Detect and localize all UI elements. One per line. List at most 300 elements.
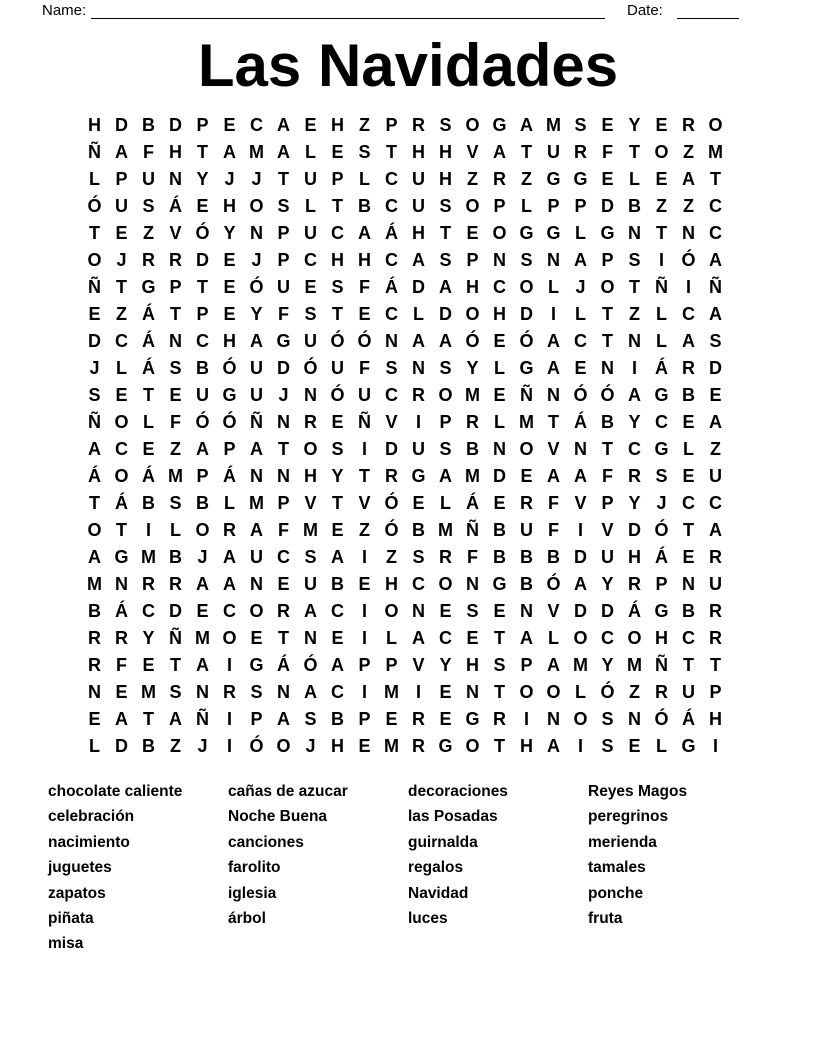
grid-cell: Ñ — [709, 277, 722, 297]
grid-cell: Á — [385, 223, 398, 243]
grid-cell: R — [115, 628, 128, 648]
grid-cell: Y — [142, 628, 155, 648]
grid-cell: B — [88, 601, 101, 621]
grid-cell: C — [304, 250, 317, 270]
grid-cell: C — [709, 223, 722, 243]
grid-cell: C — [385, 304, 398, 324]
grid-cell: Z — [467, 169, 478, 189]
grid-cell: G — [519, 358, 534, 378]
grid-cell: J — [116, 250, 127, 270]
word-list-item: tamales — [588, 859, 646, 877]
grid-cell: A — [547, 655, 560, 675]
grid-cell: T — [521, 142, 532, 162]
grid-cell: E — [466, 223, 479, 243]
grid-cell: O — [519, 682, 534, 702]
grid-cell: G — [492, 115, 507, 135]
grid-cell: A — [331, 655, 344, 675]
grid-cell: G — [276, 331, 291, 351]
grid-cell: C — [574, 331, 587, 351]
grid-cell: S — [439, 115, 452, 135]
grid-cell: E — [142, 655, 155, 675]
grid-cell: E — [628, 736, 641, 756]
grid-cell: U — [709, 466, 722, 486]
grid-cell: N — [277, 466, 290, 486]
grid-cell: I — [361, 628, 367, 648]
grid-cell: A — [520, 115, 533, 135]
grid-cell: E — [358, 574, 371, 594]
grid-cell: H — [412, 142, 425, 162]
grid-cell: P — [277, 223, 290, 243]
grid-cell: S — [439, 196, 452, 216]
grid-cell: L — [521, 196, 532, 216]
grid-cell: Z — [683, 196, 694, 216]
grid-cell: B — [682, 385, 695, 405]
grid-cell: R — [385, 466, 398, 486]
grid-cell: B — [493, 520, 506, 540]
grid-cell: C — [709, 196, 722, 216]
grid-cell: N — [574, 439, 587, 459]
grid-cell: L — [224, 493, 235, 513]
grid-cell: H — [709, 709, 722, 729]
grid-cell: B — [412, 520, 425, 540]
grid-cell: N — [196, 682, 209, 702]
grid-cell: N — [115, 574, 128, 594]
grid-cell: S — [250, 682, 263, 702]
grid-cell: U — [412, 439, 425, 459]
grid-cell: Á — [115, 601, 128, 621]
grid-cell: T — [332, 304, 343, 324]
grid-cell: E — [520, 466, 533, 486]
word-list-item: ponche — [588, 884, 644, 902]
grid-cell: M — [465, 466, 480, 486]
grid-cell: Ñ — [358, 412, 371, 432]
grid-cell: E — [169, 385, 182, 405]
grid-cell: Ó — [195, 223, 210, 243]
grid-cell: I — [415, 412, 421, 432]
grid-cell: T — [89, 223, 100, 243]
grid-cell: L — [548, 277, 559, 297]
grid-cell: U — [277, 277, 290, 297]
grid-cell: V — [547, 439, 560, 459]
grid-cell: M — [573, 655, 588, 675]
grid-cell: R — [412, 736, 425, 756]
grid-cell: I — [415, 682, 421, 702]
grid-cell: B — [628, 196, 641, 216]
grid-cell: F — [548, 493, 559, 513]
grid-cell: F — [602, 466, 613, 486]
grid-cell: N — [250, 574, 263, 594]
grid-cell: O — [708, 115, 723, 135]
grid-cell: G — [600, 223, 615, 243]
grid-cell: T — [494, 682, 505, 702]
grid-cell: S — [385, 358, 398, 378]
grid-cell: G — [222, 385, 237, 405]
grid-cell: D — [169, 601, 182, 621]
grid-cell: L — [629, 169, 640, 189]
grid-cell: R — [628, 466, 641, 486]
grid-cell: E — [223, 304, 236, 324]
grid-cell: V — [169, 223, 182, 243]
grid-cell: Y — [628, 493, 641, 513]
grid-cell: A — [250, 520, 263, 540]
grid-cell: M — [519, 412, 534, 432]
grid-cell: S — [88, 385, 101, 405]
grid-cell: R — [412, 115, 425, 135]
grid-cell: H — [655, 628, 668, 648]
grid-cell: P — [196, 466, 209, 486]
grid-cell: G — [465, 709, 480, 729]
grid-cell: E — [304, 115, 317, 135]
grid-cell: J — [251, 250, 262, 270]
grid-cell: Ñ — [520, 385, 533, 405]
grid-cell: T — [629, 277, 640, 297]
grid-cell: E — [304, 277, 317, 297]
grid-cell: V — [358, 493, 371, 513]
grid-cell: Ó — [330, 331, 345, 351]
word-list-item: Reyes Magos — [588, 783, 688, 800]
grid-cell: P — [196, 115, 209, 135]
grid-cell: Y — [439, 655, 452, 675]
grid-cell: B — [196, 358, 209, 378]
grid-cell: N — [520, 601, 533, 621]
word-list-item: farolito — [228, 859, 281, 877]
grid-cell: S — [709, 331, 722, 351]
grid-cell: H — [331, 250, 344, 270]
grid-cell: M — [168, 466, 183, 486]
grid-cell: E — [601, 115, 614, 135]
grid-cell: N — [304, 385, 317, 405]
grid-cell: O — [195, 520, 210, 540]
grid-cell: S — [439, 439, 452, 459]
grid-cell: R — [223, 520, 236, 540]
grid-cell: D — [601, 601, 614, 621]
grid-cell: T — [332, 196, 343, 216]
grid-cell: R — [142, 574, 155, 594]
grid-cell: A — [439, 277, 452, 297]
grid-cell: V — [412, 655, 425, 675]
grid-cell: M — [249, 142, 264, 162]
grid-cell: O — [573, 628, 588, 648]
grid-cell: Ó — [654, 520, 669, 540]
grid-cell: M — [249, 493, 264, 513]
grid-cell: H — [88, 115, 101, 135]
grid-cell: O — [465, 196, 480, 216]
grid-cell: J — [278, 385, 289, 405]
grid-cell: A — [196, 574, 209, 594]
grid-cell: Z — [143, 223, 154, 243]
grid-cell: O — [600, 277, 615, 297]
grid-cell: E — [493, 493, 506, 513]
grid-cell: A — [709, 412, 722, 432]
grid-cell: F — [602, 142, 613, 162]
grid-cell: T — [683, 655, 694, 675]
grid-cell: J — [89, 358, 100, 378]
grid-cell: J — [251, 169, 262, 189]
grid-cell: A — [115, 142, 128, 162]
grid-cell: Ñ — [88, 412, 101, 432]
grid-cell: B — [196, 493, 209, 513]
grid-cell: L — [575, 304, 586, 324]
grid-cell: G — [654, 385, 669, 405]
grid-cell: T — [278, 169, 289, 189]
grid-cell: R — [628, 574, 641, 594]
grid-cell: I — [226, 709, 232, 729]
grid-cell: Ó — [303, 655, 318, 675]
grid-cell: O — [114, 466, 129, 486]
grid-cell: N — [601, 358, 614, 378]
grid-cell: E — [223, 277, 236, 297]
grid-cell: R — [466, 412, 479, 432]
grid-cell: U — [250, 385, 263, 405]
grid-cell: F — [116, 655, 127, 675]
grid-cell: Ñ — [466, 520, 479, 540]
grid-cell: P — [655, 574, 668, 594]
grid-cell: Y — [628, 115, 641, 135]
grid-cell: O — [276, 736, 291, 756]
grid-cell: E — [250, 628, 263, 648]
grid-cell: P — [277, 493, 290, 513]
grid-cell: F — [278, 520, 289, 540]
grid-cell: E — [223, 250, 236, 270]
word-list-column — [588, 779, 768, 957]
grid-cell: A — [250, 439, 263, 459]
grid-cell: C — [331, 682, 344, 702]
grid-cell: Z — [170, 439, 181, 459]
grid-cell: E — [466, 628, 479, 648]
grid-cell: U — [358, 385, 371, 405]
grid-cell: L — [89, 736, 100, 756]
grid-cell: N — [250, 466, 263, 486]
grid-cell: B — [142, 736, 155, 756]
grid-cell: C — [223, 601, 236, 621]
grid-cell: V — [574, 493, 587, 513]
grid-cell: Ó — [654, 709, 669, 729]
grid-cell: T — [197, 277, 208, 297]
grid-cell: N — [412, 358, 425, 378]
grid-cell: A — [412, 331, 425, 351]
grid-cell: T — [440, 223, 451, 243]
grid-cell: A — [223, 142, 236, 162]
grid-cell: T — [494, 736, 505, 756]
grid-cell: U — [331, 358, 344, 378]
grid-cell: E — [493, 385, 506, 405]
grid-cell: A — [628, 385, 641, 405]
word-list-item: merienda — [588, 833, 657, 851]
grid-cell: H — [331, 736, 344, 756]
grid-cell: N — [385, 331, 398, 351]
grid-cell: P — [520, 655, 533, 675]
grid-cell: R — [88, 628, 101, 648]
grid-cell: T — [359, 466, 370, 486]
grid-cell: H — [520, 736, 533, 756]
grid-cell: I — [685, 277, 691, 297]
grid-cell: H — [304, 466, 317, 486]
grid-cell: Z — [359, 520, 370, 540]
grid-cell: C — [601, 628, 614, 648]
grid-cell: Y — [196, 169, 209, 189]
grid-cell: U — [304, 331, 317, 351]
grid-cell: P — [709, 682, 722, 702]
grid-cell: P — [115, 169, 128, 189]
grid-cell: U — [304, 223, 317, 243]
grid-cell: B — [331, 709, 344, 729]
grid-cell: F — [278, 304, 289, 324]
grid-cell: C — [628, 439, 641, 459]
grid-cell: R — [709, 601, 722, 621]
grid-cell: C — [385, 169, 398, 189]
grid-cell: L — [143, 412, 154, 432]
grid-cell: G — [681, 736, 696, 756]
word-list-item: zapatos — [48, 884, 106, 902]
grid-cell: M — [708, 142, 723, 162]
grid-cell: Y — [223, 223, 236, 243]
grid-cell: I — [361, 601, 367, 621]
grid-cell: P — [358, 655, 371, 675]
grid-cell: R — [493, 709, 506, 729]
grid-cell: R — [682, 358, 695, 378]
grid-cell: R — [412, 709, 425, 729]
grid-cell: L — [440, 493, 451, 513]
grid-cell: A — [304, 682, 317, 702]
grid-cell: H — [439, 142, 452, 162]
grid-cell: R — [277, 601, 290, 621]
grid-cell: P — [547, 196, 560, 216]
grid-cell: R — [169, 574, 182, 594]
grid-cell: B — [142, 115, 155, 135]
grid-cell: D — [628, 520, 641, 540]
grid-cell: O — [627, 628, 642, 648]
grid-cell: N — [169, 331, 182, 351]
grid-cell: D — [115, 736, 128, 756]
grid-cell: S — [169, 682, 182, 702]
grid-cell: E — [358, 736, 371, 756]
grid-cell: C — [682, 304, 695, 324]
word-list-item: cañas de azucar — [228, 783, 348, 800]
grid-cell: T — [710, 169, 721, 189]
grid-cell: N — [682, 223, 695, 243]
grid-cell: Ó — [330, 385, 345, 405]
grid-cell: D — [88, 331, 101, 351]
grid-cell: T — [602, 304, 613, 324]
grid-cell: Y — [250, 304, 263, 324]
word-search-grid — [81, 112, 729, 760]
grid-cell: E — [682, 547, 695, 567]
grid-cell: A — [682, 169, 695, 189]
grid-cell: N — [628, 331, 641, 351]
grid-cell: A — [439, 466, 452, 486]
date-label: Date: — [627, 2, 663, 19]
grid-cell: A — [223, 547, 236, 567]
grid-cell: E — [277, 574, 290, 594]
grid-cell: C — [412, 574, 425, 594]
grid-cell: E — [493, 331, 506, 351]
grid-cell: A — [547, 331, 560, 351]
grid-cell: A — [493, 142, 506, 162]
grid-cell: T — [89, 493, 100, 513]
grid-cell: S — [655, 466, 668, 486]
grid-cell: Ñ — [250, 412, 263, 432]
grid-cell: D — [493, 466, 506, 486]
word-list-item: las Posadas — [408, 808, 498, 826]
grid-cell: D — [169, 115, 182, 135]
grid-cell: A — [412, 250, 425, 270]
grid-cell: P — [493, 196, 506, 216]
grid-cell: I — [523, 709, 529, 729]
grid-cell: C — [682, 628, 695, 648]
grid-cell: A — [547, 358, 560, 378]
grid-cell: E — [601, 169, 614, 189]
grid-cell: E — [439, 682, 452, 702]
word-list-item: peregrinos — [588, 808, 669, 826]
grid-cell: H — [385, 574, 398, 594]
word-list-item: canciones — [228, 833, 304, 851]
word-list-item: luces — [408, 910, 448, 928]
grid-cell: N — [277, 412, 290, 432]
grid-cell: E — [88, 709, 101, 729]
grid-cell: G — [492, 574, 507, 594]
grid-cell: V — [547, 601, 560, 621]
grid-cell: F — [170, 412, 181, 432]
grid-cell: T — [278, 439, 289, 459]
grid-cell: T — [494, 628, 505, 648]
grid-cell: V — [385, 412, 398, 432]
grid-cell: U — [196, 385, 209, 405]
grid-cell: E — [142, 439, 155, 459]
grid-cell: A — [196, 655, 209, 675]
grid-cell: Ó — [546, 574, 561, 594]
grid-cell: Y — [466, 358, 479, 378]
grid-cell: J — [656, 493, 667, 513]
grid-cell: G — [546, 169, 561, 189]
grid-cell: E — [115, 223, 128, 243]
word-list-item: misa — [48, 935, 84, 953]
grid-cell: T — [143, 709, 154, 729]
grid-cell: C — [250, 115, 263, 135]
grid-cell: Ñ — [655, 655, 668, 675]
grid-cell: Y — [331, 466, 344, 486]
grid-cell: L — [494, 412, 505, 432]
grid-cell: I — [145, 520, 151, 540]
grid-cell: M — [627, 655, 642, 675]
grid-cell: L — [413, 304, 424, 324]
grid-cell: O — [654, 142, 669, 162]
grid-cell: T — [143, 385, 154, 405]
grid-cell: C — [655, 412, 668, 432]
grid-cell: Z — [656, 196, 667, 216]
grid-cell: S — [601, 709, 614, 729]
grid-cell: I — [550, 304, 556, 324]
word-list-item: celebración — [48, 808, 135, 826]
grid-cell: S — [331, 439, 344, 459]
grid-cell: P — [574, 196, 587, 216]
grid-cell: O — [303, 439, 318, 459]
grid-cell: P — [169, 277, 182, 297]
grid-cell: I — [361, 682, 367, 702]
grid-cell: Á — [277, 655, 290, 675]
grid-cell: L — [656, 331, 667, 351]
grid-cell: M — [141, 547, 156, 567]
grid-cell: Ó — [87, 196, 102, 216]
name-fill-line — [91, 18, 605, 19]
grid-cell: H — [358, 250, 371, 270]
grid-cell: S — [358, 142, 371, 162]
grid-cell: N — [277, 682, 290, 702]
grid-cell: Á — [223, 466, 236, 486]
grid-cell: Á — [466, 493, 479, 513]
grid-cell: I — [361, 439, 367, 459]
grid-cell: Á — [88, 466, 101, 486]
grid-cell: Ó — [249, 736, 264, 756]
